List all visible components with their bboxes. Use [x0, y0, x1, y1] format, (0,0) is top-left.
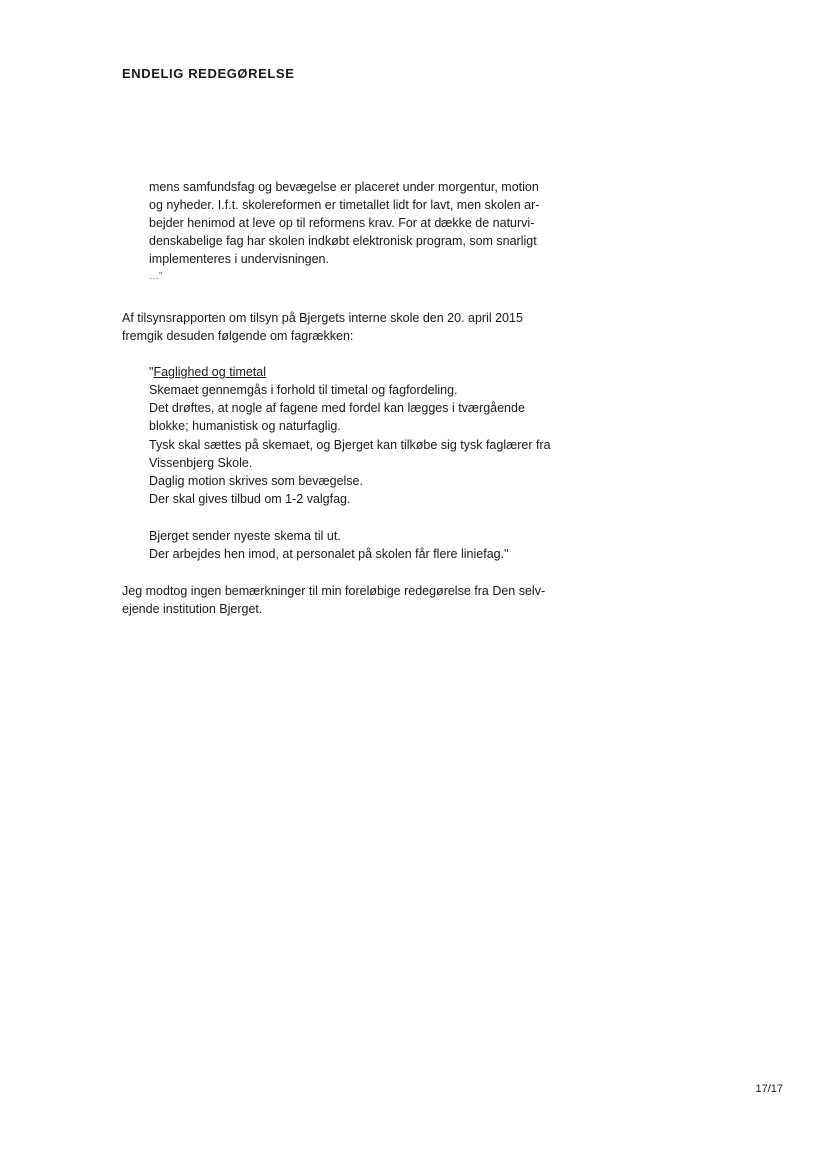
quote2-heading-line — [149, 363, 266, 381]
quote1-line: og nyheder. I.f.t. skolereformen er timetallet lidt for lavt, men skolen ar- — [149, 198, 540, 212]
paragraph-line: Af tilsynsrapporten om tilsyn på Bjergets interne skole den 20. april 2015 — [122, 311, 523, 325]
quote2-line: Vissenbjerg Skole. — [149, 456, 253, 470]
quote2-line: Bjerget sender nyeste skema til ut. — [149, 529, 341, 543]
quote2-line: Der arbejdes hen imod, at personalet på skolen får flere liniefag." — [149, 547, 509, 561]
quote1-line: denskabelige fag har skolen indkøbt elektronisk program, som snarligt — [149, 234, 537, 248]
paragraph-line: Jeg modtog ingen bemærkninger til min foreløbige redegørelse fra Den selv- — [122, 584, 546, 598]
quote2-line: Det drøftes, at nogle af fagene med fordel kan lægges i tværgående — [149, 401, 525, 415]
paragraph-line: ejende institution Bjerget. — [122, 602, 263, 616]
quote1-line: mens samfundsfag og bevægelse er placeret under morgentur, motion — [149, 180, 539, 194]
paragraph-line: fremgik desuden følgende om fagrækken: — [122, 329, 354, 343]
quote2-line: Skemaet gennemgås i forhold til timetal og fagfordeling. — [149, 383, 458, 397]
page-number: 17/17 — [755, 1083, 783, 1095]
quote1-line: implementeres i undervisningen. — [149, 252, 329, 266]
quote1-line: bejder henimod at leve op til reformens krav. For at dække de naturvi- — [149, 216, 535, 230]
quote2-line: Der skal gives tilbud om 1-2 valgfag. — [149, 492, 351, 506]
quote2-heading: Faglighed og timetal — [153, 365, 267, 379]
quote1-ellipsis: …" — [149, 271, 163, 282]
document-header-title: ENDELIG REDEGØRELSE — [122, 66, 295, 81]
quote2-line: Daglig motion skrives som bevægelse. — [149, 474, 363, 488]
quote2-line: Tysk skal sættes på skemaet, og Bjerget kan tilkøbe sig tysk faglærer fra — [149, 438, 551, 452]
quote2-open-quote: " — [149, 365, 154, 379]
quote2-line: blokke; humanistisk og naturfaglig. — [149, 419, 341, 433]
